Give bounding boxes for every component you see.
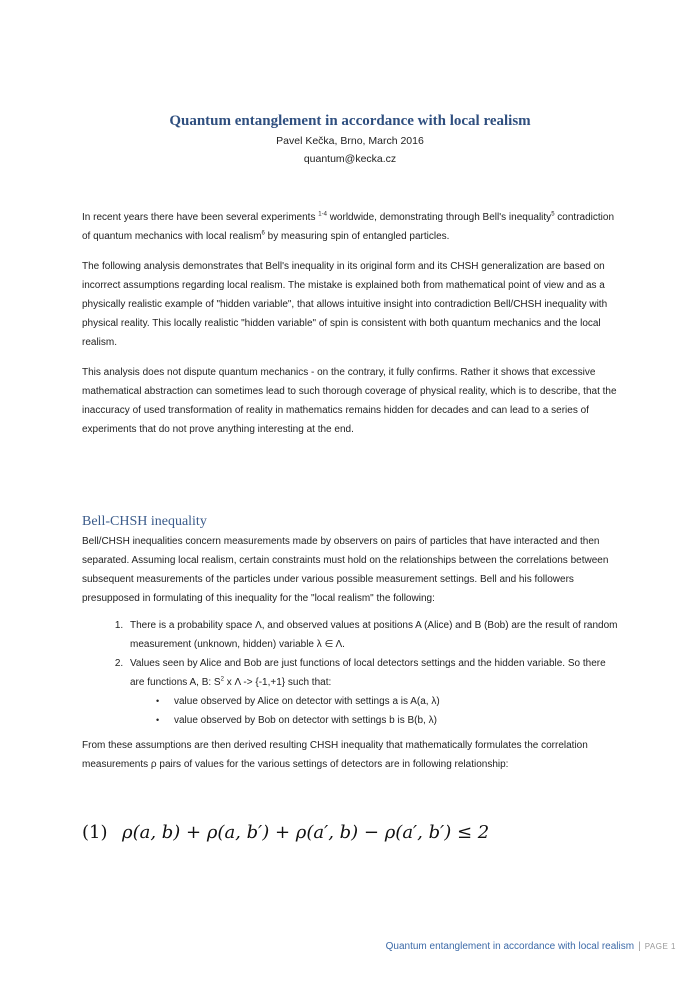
introduction <box>82 208 622 450</box>
bullet-item-alice <box>156 692 622 711</box>
assumption-item-2 <box>126 654 622 730</box>
document-title: Quantum entanglement in accordance with local realism <box>169 113 531 129</box>
citation-superscript: 5 <box>551 211 555 218</box>
section-heading: Bell-CHSH inequality <box>82 514 207 529</box>
bell-chsh-section <box>82 532 622 782</box>
footer-title: Quantum entanglement in accordance with local realism <box>385 941 635 952</box>
bullet-text: value observed by Alice on detector with settings a is A(a, λ) <box>174 696 440 707</box>
intro-text: In recent years there have been several experiments <box>82 212 319 223</box>
equation-number: (1) <box>82 822 108 843</box>
intro-text: worldwide, demonstrating through Bell's inequality <box>326 212 552 223</box>
section-paragraph-1: Bell/CHSH inequalities concern measurements made by observers on pairs of particles that have interacted and then separated. Assuming local realism, certain constraints must hold on the relationships between the correlations between subsequent measurements of the particles under various possible measurement settings. Bell and his followers presupposed in formulating of this inequality for the "local realism" the following: <box>82 536 609 604</box>
intro-text: by measuring spin of entangled particles. <box>264 231 450 242</box>
assumption-text: x Λ -> {-1,+1} such that: <box>223 677 332 688</box>
author-email: quantum@kecka.cz <box>303 153 397 165</box>
citation-superscript: 1-4 <box>318 211 327 218</box>
author-line: Pavel Kečka, Brno, March 2016 <box>276 135 424 147</box>
superscript: 2 <box>220 676 224 683</box>
bullet-item-bob <box>156 711 622 730</box>
bullet-text: value observed by Bob on detector with settings b is B(b, λ) <box>174 715 437 726</box>
section-paragraph-2: From these assumptions are then derived resulting CHSH inequality that mathematically formulates the correlation measurements ρ pairs of values for the various settings of detectors are in following relationship: <box>82 740 588 770</box>
page-number: PAGE 1 <box>644 942 676 951</box>
bullet-icon: • <box>156 715 160 725</box>
observation-bullets <box>130 692 622 730</box>
bullet-icon: • <box>156 696 160 706</box>
intro-paragraph-1 <box>82 208 622 246</box>
intro-text: contradiction of quantum mechanics with local realism <box>82 212 615 242</box>
intro-paragraph-2: The following analysis demonstrates that Bell's inequality in its original form and its CHSH generalization are based on incorrect assumptions regarding local realism. The mistake is explained both from mathematical point of view and as a physically realistic example of "hidden variable", that allows intuitive insight into contradiction Bell/CHSH inequality with physical reality. This locally realistic "hidden variable" of spin is consistent with both quantum mechanics and the local realism. <box>82 261 608 348</box>
footer-separator: | <box>638 941 641 952</box>
intro-paragraph-3: This analysis does not dispute quantum mechanics - on the contrary, it fully confirms. Rather it shows that excessive mathematical abstraction can sometimes lead to such thorough coverage of physical reality, which is to describe, that the inaccuracy of used transformation of reality in mathematics remains hidden for decades and can lead to a series of experiments that do not prove anything interesting at the end. <box>82 367 617 435</box>
assumption-item-1: 1. There is a probability space Λ, and observed values at positions A (Alice) and B (Bob) are the result of random measurement (unknown, hidden) variable λ ∈ Λ. <box>126 616 622 654</box>
page-footer <box>386 941 676 952</box>
assumption-text: Values seen by Alice and Bob are just functions of local detectors settings and the hidden variable. So there are functions A, B: S <box>130 658 606 688</box>
assumptions-list <box>82 616 622 730</box>
citation-superscript: 6 <box>261 230 265 237</box>
equation-body: ρ(a, b) + ρ(a, b′) + ρ(a′, b) − ρ(a′, b′) ≤ 2 <box>122 822 490 843</box>
chsh-equation <box>82 822 642 843</box>
